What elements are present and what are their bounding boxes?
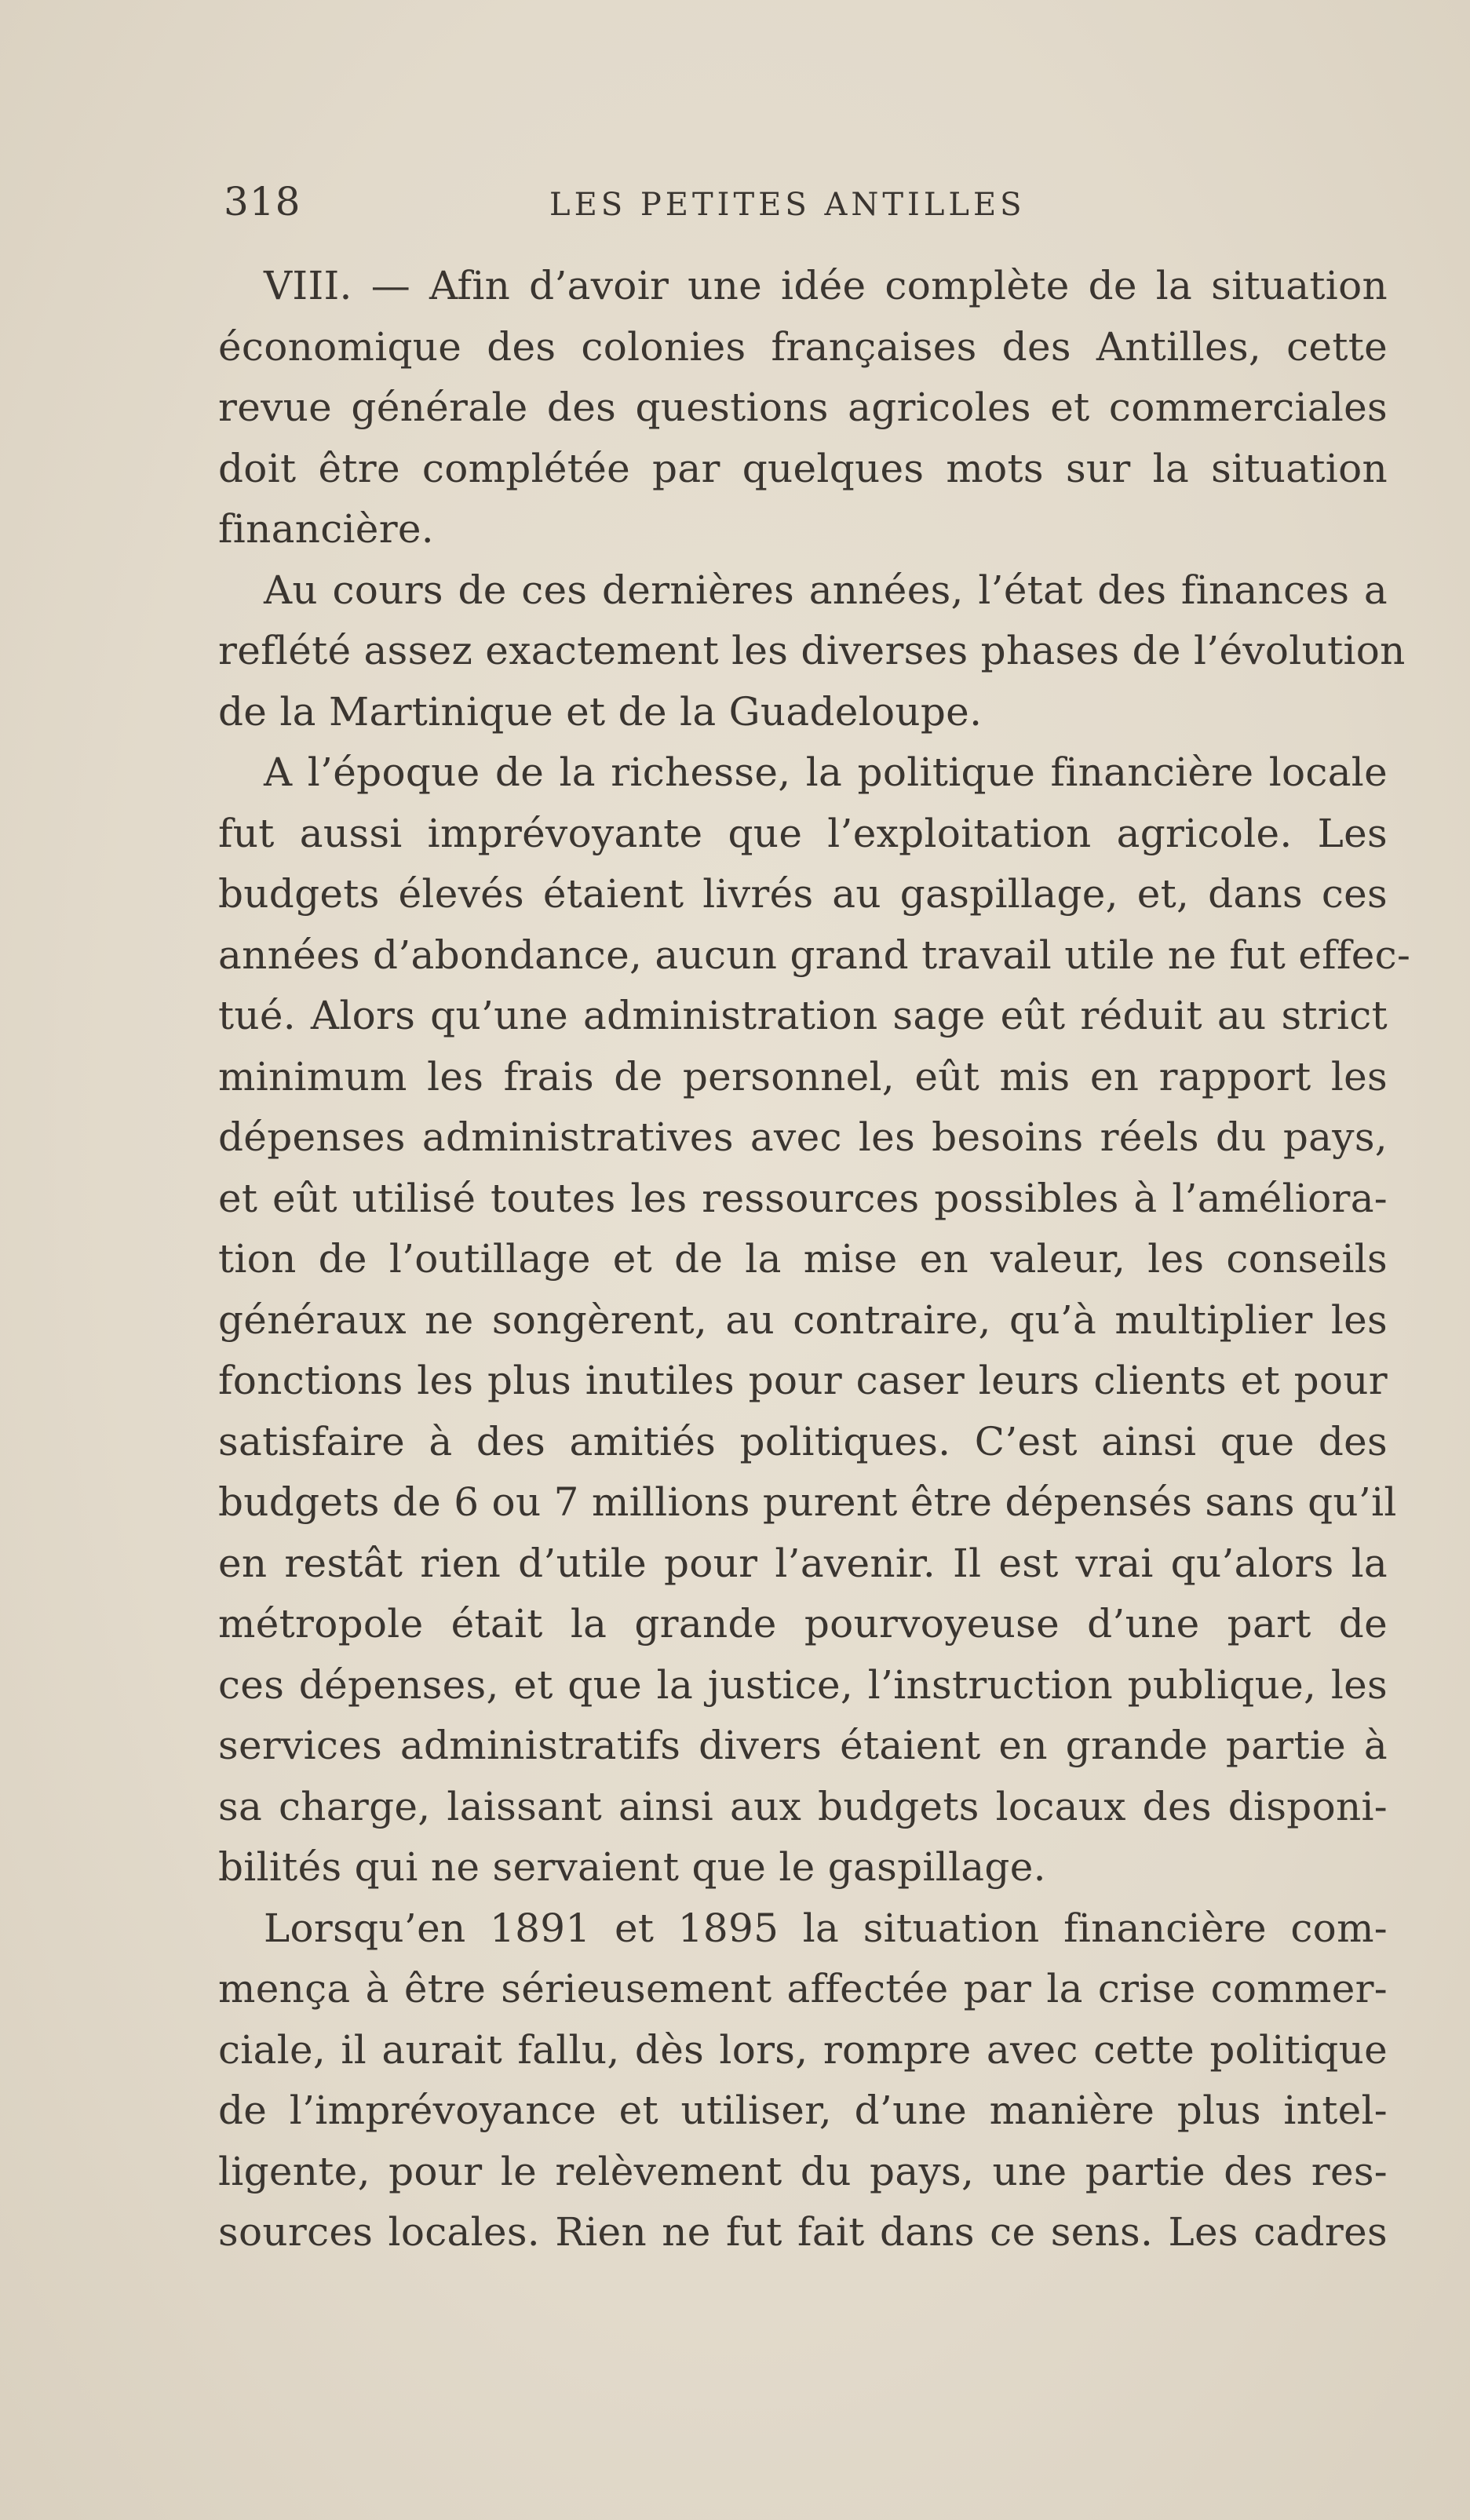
text-line: fut aussi imprévoyante que l’exploitation agricole. Les [218, 810, 1388, 856]
text-line: Au cours de ces dernières années, l’état des finances a [264, 567, 1388, 613]
text-line: tion de l’outillage et de la mise en valeur, les conseils [218, 1236, 1388, 1282]
text-line: tué. Alors qu’une administration sage eût réduit au strict [218, 993, 1388, 1038]
text-line: dépenses administratives avec les besoins réels du pays, [218, 1114, 1388, 1160]
text-line: VIII. — Afin d’avoir une idée complète de la situation [264, 263, 1388, 308]
text-line: ciale, il aurait fallu, dès lors, rompre avec cette politique [218, 2026, 1388, 2073]
text-line: doit être complétée par quelques mots sur la situation [218, 445, 1388, 491]
text-line: revue générale des questions agricoles et commerciales [218, 385, 1388, 430]
page-number: 318 [224, 179, 301, 224]
text-line: budgets de 6 ou 7 millions purent être dépensés sans qu’il [218, 1479, 1397, 1525]
text-line: bilités qui ne servaient que le gaspillage. [218, 1844, 1046, 1890]
running-title: LES PETITES ANTILLES [549, 187, 1026, 223]
page-header [181, 179, 1083, 234]
text-line: et eût utilisé toutes les ressources possibles à l’améliora- [218, 1175, 1388, 1221]
text-line: en restât rien d’utile pour l’avenir. Il est vrai qu’alors la [218, 1540, 1388, 1586]
text-line: années d’abondance, aucun grand travail utile ne fut effec- [218, 932, 1411, 978]
text-line: financière. [218, 506, 434, 552]
text-line: économique des colonies françaises des Antilles, cette [218, 323, 1388, 370]
text-line: services administratifs divers étaient en grande partie à [218, 1723, 1388, 1768]
text-line: fonctions les plus inutiles pour caser leurs clients et pour [218, 1358, 1388, 1403]
text-line: sources locales. Rien ne fut fait dans ce sens. Les cadres [218, 2209, 1388, 2255]
text-line: reflété assez exactement les diverses phases de l’évolution [218, 628, 1406, 673]
text-line: métropole était la grande pourvoyeuse d’une part de [218, 1601, 1388, 1647]
text-line: satisfaire à des amitiés politiques. C’est ainsi que des [218, 1418, 1388, 1464]
text-line: généraux ne songèrent, au contraire, qu’à multiplier les [218, 1296, 1388, 1343]
text-line: budgets élevés étaient livrés au gaspillage, et, dans ces [218, 871, 1388, 917]
text-line: minimum les frais de personnel, eût mis en rapport les [218, 1053, 1388, 1100]
text-line: Lorsqu’en 1891 et 1895 la situation financière com- [264, 1905, 1388, 1951]
text-line: de l’imprévoyance et utiliser, d’une manière plus intel- [218, 2088, 1388, 2133]
text-line: sa charge, laissant ainsi aux budgets locaux des disponi- [218, 1783, 1388, 1829]
text-line: ligente, pour le relèvement du pays, une partie des res- [218, 2148, 1388, 2194]
text-line: A l’époque de la richesse, la politique financière locale [264, 749, 1388, 795]
text-line: de la Martinique et de la Guadeloupe. [218, 688, 983, 735]
body-text [218, 256, 1411, 2263]
text-line: mença à être sérieusement affectée par la crise commer- [218, 1966, 1388, 2011]
text-line: ces dépenses, et que la justice, l’instruction publique, les [218, 1661, 1388, 1708]
